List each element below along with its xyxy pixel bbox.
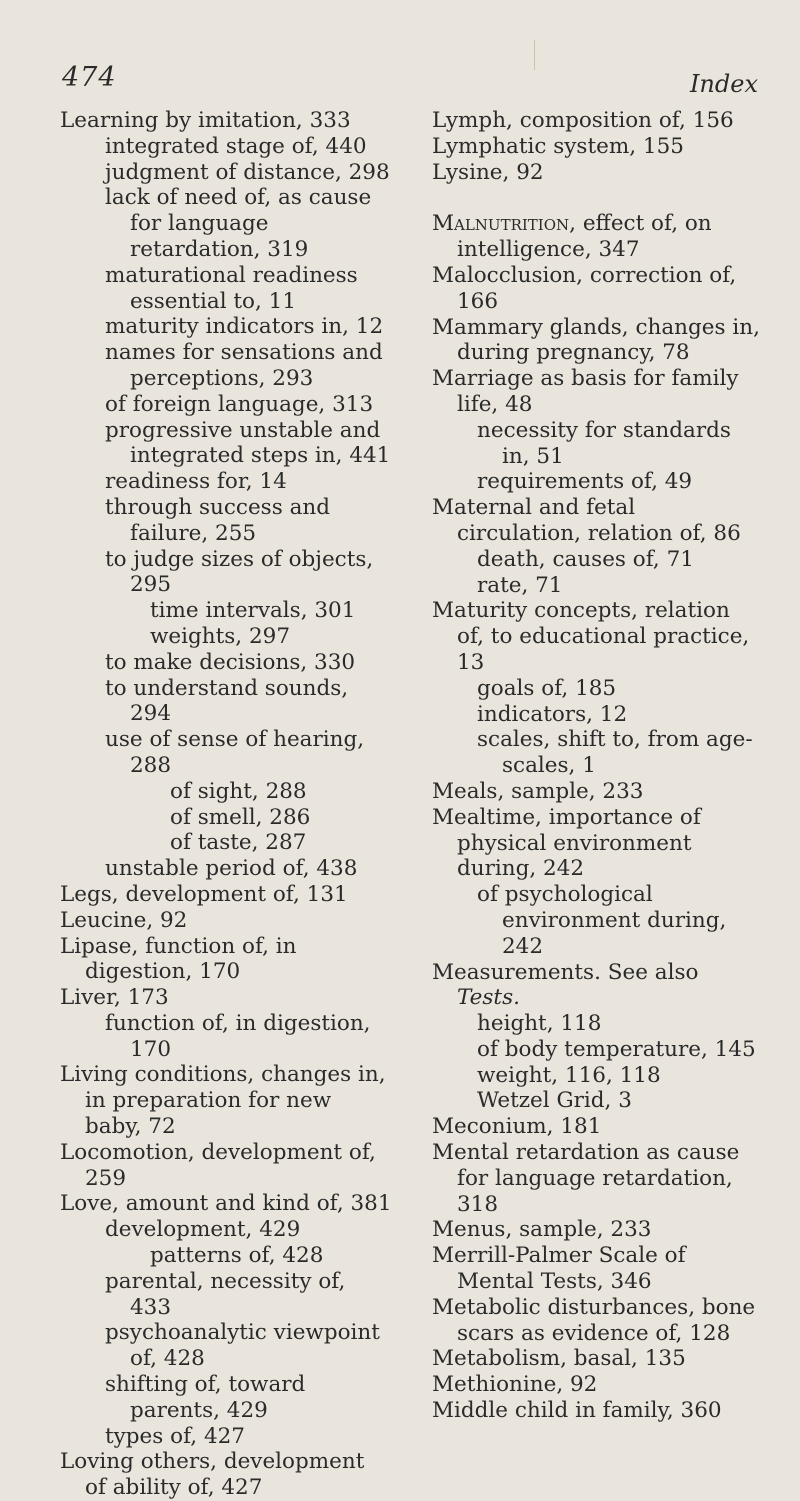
- index-entry: Meconium, 181: [432, 1114, 602, 1140]
- running-head: Index: [689, 70, 758, 98]
- index-subentry: readiness for, 14: [105, 469, 287, 495]
- index-entry: Love, amount and kind of, 381: [60, 1191, 392, 1217]
- index-subentry: time intervals, 301: [150, 598, 356, 624]
- index-subentry: height, 118: [477, 1011, 602, 1037]
- index-entry: Living conditions, changes in, in preparation for new baby, 72: [60, 1062, 386, 1140]
- index-subentry: of taste, 287: [170, 830, 307, 856]
- index-subentry: weights, 297: [150, 623, 290, 649]
- index-subentry: goals of, 185: [477, 675, 617, 701]
- index-subentry: of body temperature, 145: [477, 1036, 756, 1062]
- index-entry: Methionine, 92: [432, 1372, 598, 1398]
- index-subentry: necessity for standards in, 51: [477, 417, 731, 469]
- index-entry: Mammary glands, changes in, during pregnancy, 78: [432, 314, 760, 366]
- index-entry: Lipase, function of, in digestion, 170: [60, 933, 297, 985]
- index-subentry: function of, in digestion, 170: [105, 1010, 371, 1062]
- entry-head-word: Malnutrition: [432, 211, 570, 237]
- index-subentry: integrated stage of, 440: [105, 133, 367, 159]
- index-subentry: death, causes of, 71: [477, 546, 694, 572]
- index-subentry: scales, shift to, from age-scales, 1: [477, 727, 753, 779]
- index-entry: Maturity concepts, relation of, to educational practice, 13: [432, 598, 750, 675]
- index-entry: Legs, development of, 131: [60, 881, 348, 907]
- index-entry: Mental retardation as cause for language retardation, 318: [432, 1140, 740, 1217]
- index-entry: Meals, sample, 233: [432, 778, 644, 804]
- page-number: 474: [62, 62, 117, 93]
- index-subentry: requirements of, 49: [477, 469, 693, 495]
- index-entry: Menus, sample, 233: [432, 1217, 652, 1243]
- index-entry: Liver, 173: [60, 985, 169, 1011]
- entry-group-m-continued: [432, 1011, 762, 1424]
- entry-text: , effect of, on intelligence, 347: [457, 211, 712, 263]
- index-entry: Mealtime, importance of physical environment during, 242: [432, 804, 701, 882]
- index-entry: Locomotion, development of, 259: [60, 1139, 376, 1191]
- page-fold-mark: [534, 40, 535, 70]
- cross-reference: Tests.: [457, 985, 520, 1011]
- index-entry-malnutrition: [432, 211, 762, 263]
- index-subentry: Wetzel Grid, 3: [477, 1088, 632, 1114]
- index-subentry: unstable period of, 438: [105, 856, 358, 882]
- index-subentry: development, 429: [105, 1217, 301, 1243]
- index-entry: Lysine, 92: [432, 159, 544, 185]
- index-subentry: of sight, 288: [170, 778, 307, 804]
- index-subentry: progressive unstable and integrated steps in, 441: [105, 417, 391, 469]
- entry-group-lymph: [432, 108, 762, 185]
- index-subentry: of foreign language, 313: [105, 391, 374, 417]
- index-column-left: [60, 108, 392, 1501]
- index-entry: Learning by imitation, 333: [60, 108, 351, 133]
- index-subentry: to judge sizes of objects, 295: [105, 546, 374, 598]
- index-entry: Metabolic disturbances, bone scars as evidence of, 128: [432, 1294, 756, 1346]
- index-subentry: maturity indicators in, 12: [105, 314, 384, 340]
- index-subentry: lack of need of, as cause for language retardation, 319: [105, 185, 372, 262]
- index-subentry: of psychological environment during, 242: [477, 882, 727, 959]
- index-subentry: rate, 71: [477, 572, 563, 598]
- index-subentry: of smell, 286: [170, 804, 311, 830]
- index-subentry: weight, 116, 118: [477, 1062, 661, 1088]
- index-column-right: [432, 108, 762, 1424]
- index-entry: Metabolism, basal, 135: [432, 1346, 686, 1372]
- index-subentry: indicators, 12: [477, 701, 628, 727]
- index-subentry: through success and failure, 255: [105, 494, 331, 546]
- index-entry: Middle child in family, 360: [432, 1398, 722, 1424]
- index-subentry: types of, 427: [105, 1423, 245, 1449]
- index-subentry: use of sense of hearing, 288: [105, 727, 365, 778]
- index-subentry: names for sensations and perceptions, 293: [105, 340, 383, 391]
- index-subentry: patterns of, 428: [150, 1243, 324, 1269]
- index-entry: Lymphatic system, 155: [432, 133, 684, 159]
- index-subentry: shifting of, toward parents, 429: [105, 1372, 306, 1423]
- index-subentry: judgment of distance, 298: [105, 159, 390, 185]
- index-subentry: to understand sounds, 294: [105, 675, 349, 727]
- index-subentry: maturational readiness essential to, 11: [105, 262, 358, 314]
- index-subentry: parental, necessity of, 433: [105, 1268, 346, 1320]
- index-entry: Merrill-Palmer Scale of Mental Tests, 346: [432, 1243, 686, 1295]
- index-entry: Loving others, development of ability of, 427: [60, 1449, 365, 1501]
- index-entry: Marriage as basis for family life, 48: [432, 366, 739, 417]
- index-entry: Lymph, composition of, 156: [432, 108, 734, 133]
- index-entry: Leucine, 92: [60, 907, 188, 933]
- index-subentry: psychoanalytic viewpoint of, 428: [105, 1320, 380, 1372]
- index-entry: Maternal and fetal circulation, relation of, 86: [432, 495, 741, 546]
- entry-text: Measurements. See also: [432, 959, 699, 985]
- index-entry-measurements: [432, 960, 762, 1012]
- index-subentry: to make decisions, 330: [105, 649, 356, 675]
- index-entry: Malocclusion, correction of, 166: [432, 262, 737, 314]
- entry-group-m: [432, 263, 762, 960]
